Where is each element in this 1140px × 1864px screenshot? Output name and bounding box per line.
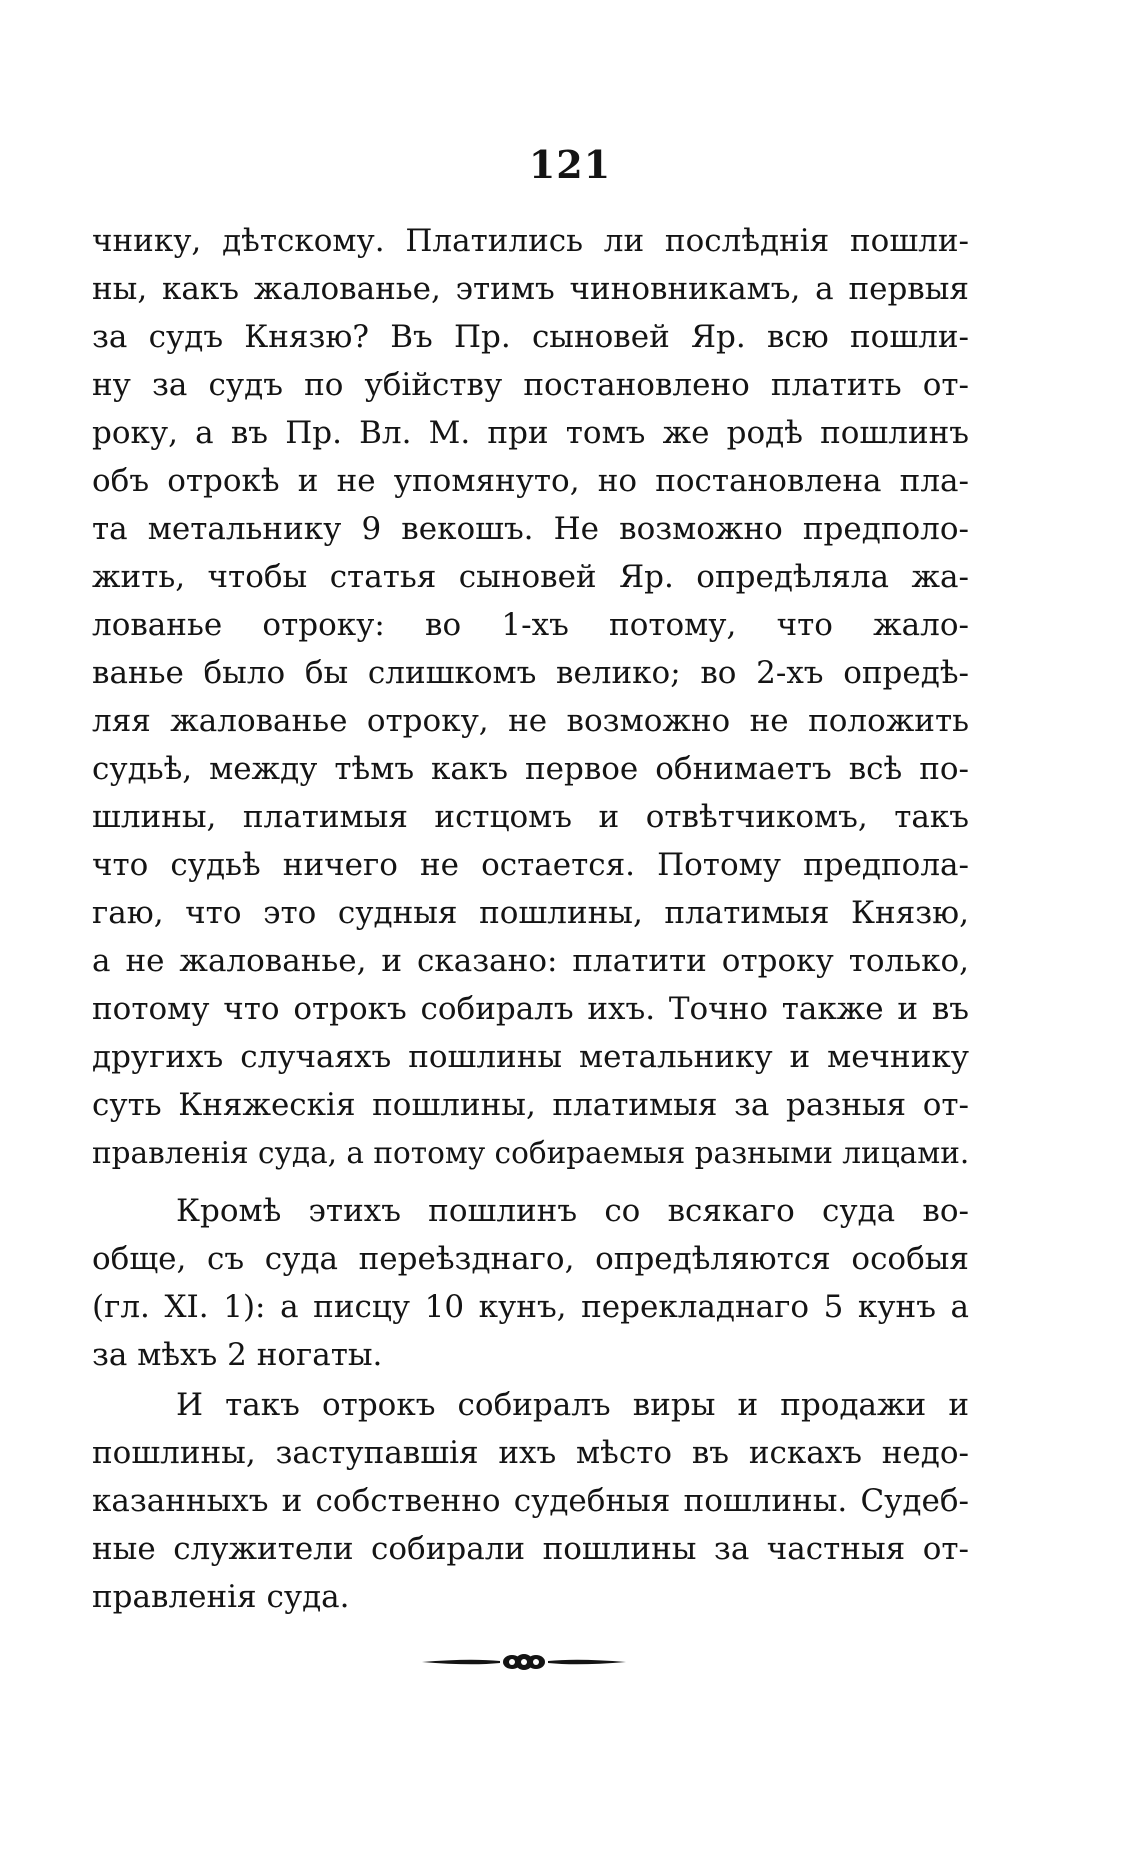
text-line: Кромѣ этихъ пошлинъ со всякаго суда во- xyxy=(176,1193,969,1229)
text-line: ну за судъ по убійству постановлено платить от- xyxy=(92,367,969,403)
text-line: правленія суда, а потому собираемыя разными лицами. xyxy=(92,1136,970,1170)
text-line: лованье отроку: во 1-хъ потому, что жало- xyxy=(92,607,969,643)
text-line: суть Княжескія пошлины, платимыя за разныя от- xyxy=(92,1087,969,1123)
text-line: судьѣ, между тѣмъ какъ первое обнимаетъ всѣ по- xyxy=(92,751,969,787)
text-line: обще, съ суда переѣзднаго, опредѣляются особыя xyxy=(92,1241,969,1277)
text-line: ны, какъ жалованье, этимъ чиновникамъ, а первыя xyxy=(92,271,969,307)
text-line: потому что отрокъ собиралъ ихъ. Точно также и въ xyxy=(92,991,969,1027)
text-line: объ отрокѣ и не упомянуто, но постановлена пла- xyxy=(92,463,969,499)
text-line: за судъ Князю? Въ Пр. сыновей Яр. всю пошли- xyxy=(92,319,969,355)
text-line: чнику, дѣтскому. Платились ли послѣднія пошли- xyxy=(92,223,969,259)
text-line: казанныхъ и собственно судебныя пошлины. Судеб- xyxy=(92,1483,969,1519)
text-line: а не жалованье, и сказано: платити отроку только, xyxy=(92,943,969,979)
paragraph-3 xyxy=(92,1381,969,1621)
text-line: шлины, платимыя истцомъ и отвѣтчикомъ, такъ xyxy=(92,799,969,835)
text-line: року, а въ Пр. Вл. М. при томъ же родѣ пошлинъ xyxy=(92,415,969,451)
text-line: та метальнику 9 векошъ. Не возможно предполо- xyxy=(92,511,969,547)
text-line: другихъ случаяхъ пошлины метальнику и мечнику xyxy=(92,1039,969,1075)
text-line: правленія суда. xyxy=(92,1579,350,1615)
text-line: что судьѣ ничего не остается. Потому предпола- xyxy=(92,847,969,883)
page-number: 121 xyxy=(528,142,612,187)
text-line: ляя жалованье отроку, не возможно не положить xyxy=(92,703,969,739)
paragraph-1 xyxy=(92,217,969,1177)
text-line: гаю, что это судныя пошлины, платимыя Князю, xyxy=(92,895,969,931)
text-line: жить, чтобы статья сыновей Яр. опредѣляла жа- xyxy=(92,559,969,595)
text-line: пошлины, заступавшія ихъ мѣсто въ искахъ недо- xyxy=(92,1435,969,1471)
end-ornament-icon xyxy=(420,1648,628,1676)
paragraph-2 xyxy=(92,1187,969,1379)
text-line: за мѣхъ 2 ногаты. xyxy=(92,1337,383,1373)
text-line: ванье было бы слишкомъ велико; во 2-хъ опредѣ- xyxy=(92,655,969,691)
text-line: И такъ отрокъ собиралъ виры и продажи и xyxy=(176,1387,969,1423)
text-line: ные служители собирали пошлины за частныя от- xyxy=(92,1531,969,1567)
text-line: (гл. XI. 1): а писцу 10 кунъ, перекладнаго 5 кунъ а xyxy=(92,1289,969,1325)
